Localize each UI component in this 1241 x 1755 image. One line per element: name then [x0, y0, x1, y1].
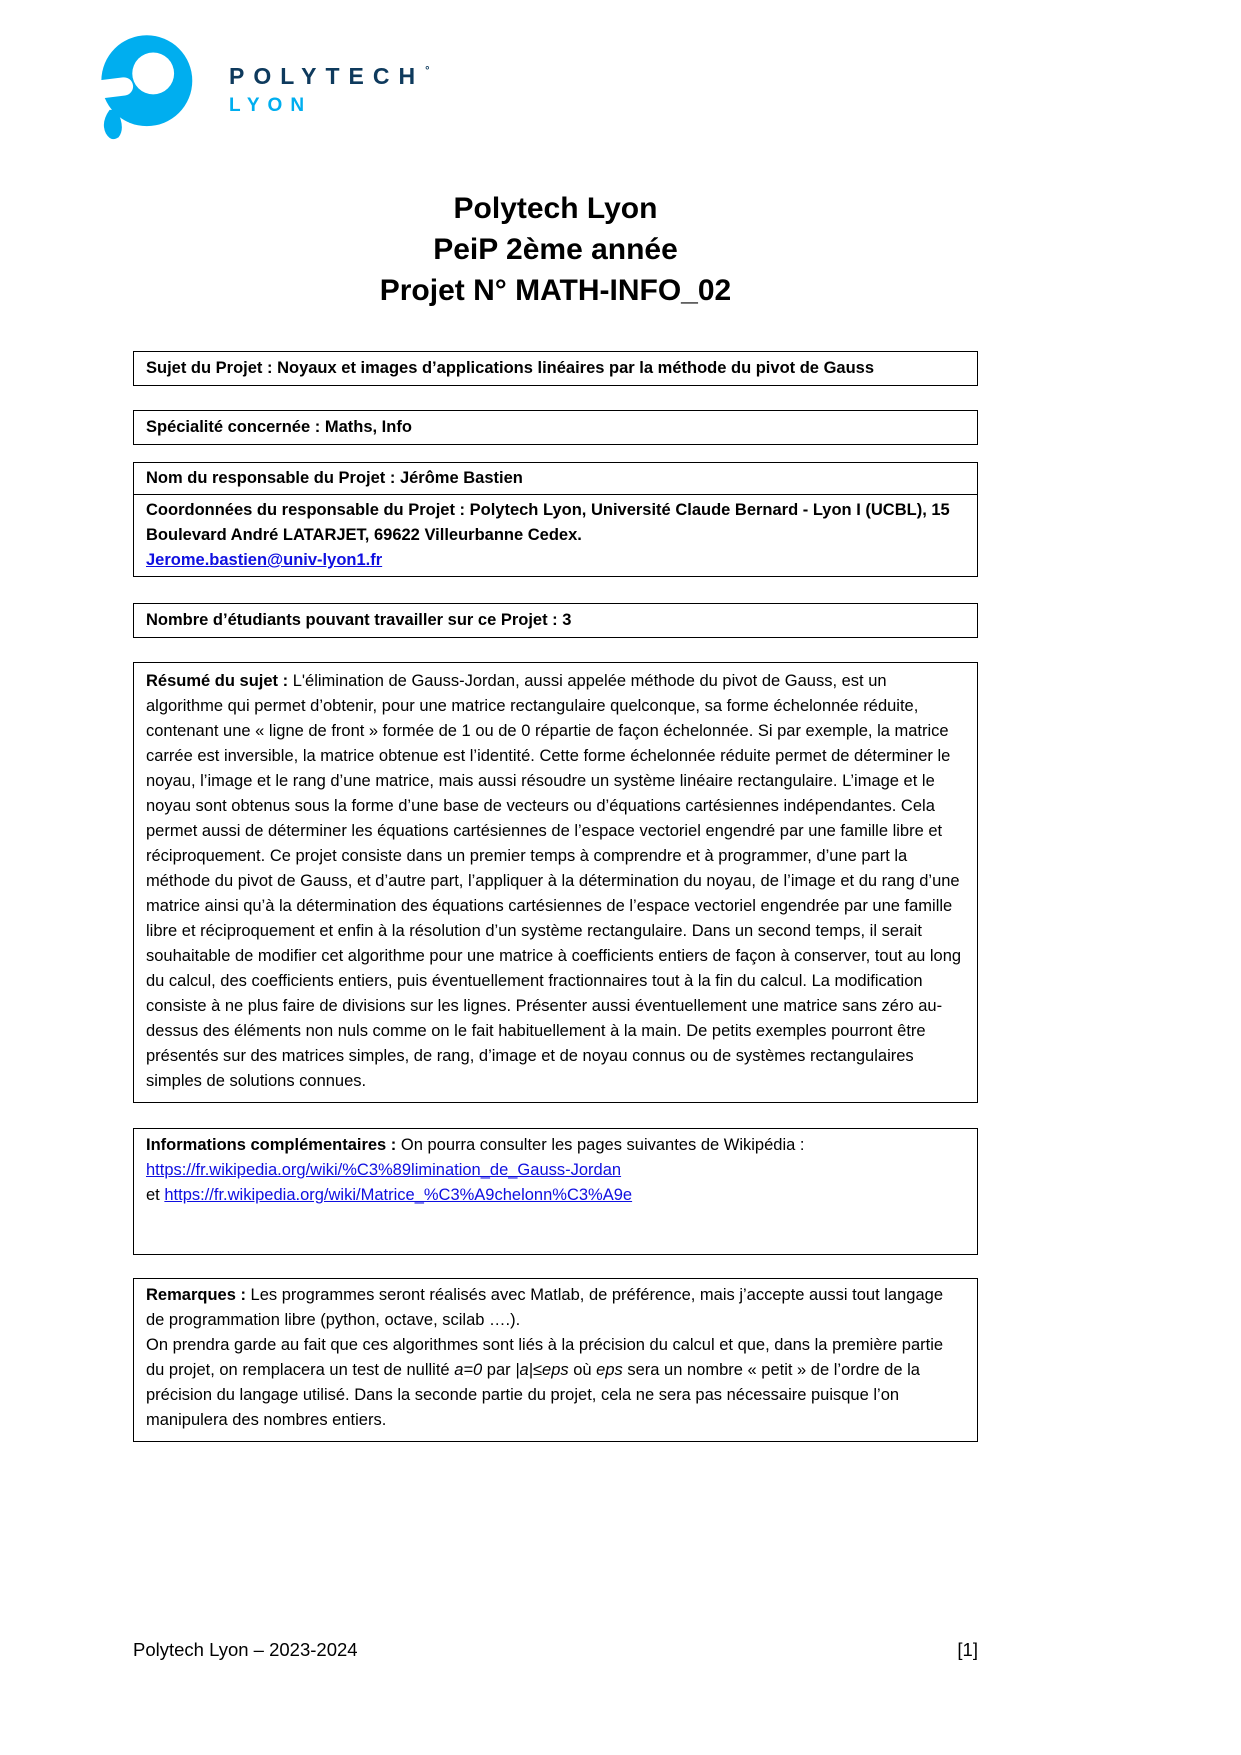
remarques-para2-end: sera un nombre « petit » de l’ordre de la précision du langage utilisé. Dans la seconde partie du projet, cela ne sera pas nécessaire puisque l’on manipulera des nombres entiers. [146, 1361, 920, 1429]
remarques-paragraph-1 [146, 1283, 965, 1333]
title-line-year: PeiP 2ème année [433, 233, 678, 266]
infos-intro-text: On pourra consulter les pages suivantes de Wikipédia : [400, 1136, 805, 1154]
infos-label: Informations complémentaires : [146, 1136, 397, 1154]
section-responsable [133, 462, 978, 577]
title-line-school: Polytech Lyon [453, 192, 658, 225]
remarques-math-eps: eps [596, 1361, 623, 1379]
polytech-logo [95, 38, 1241, 138]
remarques-para1-text: Les programmes seront réalisés avec Matlab, de préférence, mais j’accepte aussi tout langage de programmation libre (python, octave, scilab ….). [146, 1286, 943, 1329]
responsable-nom-cell [134, 463, 977, 494]
remarques-paragraph-2 [146, 1333, 965, 1433]
remarques-math-a-equals-0: a=0 [454, 1361, 483, 1379]
remarques-label: Remarques : [146, 1286, 246, 1304]
logo-wordmark [229, 59, 430, 117]
responsable-coordonnees-text: Coordonnées du responsable du Projet : Polytech Lyon, Université Claude Bernard - Lyon I (UCBL), 15 Boulevard André LATARJET, 69622 Villeurbanne Cedex. [146, 501, 950, 544]
specialite-text: Spécialité concernée : Maths, Info [146, 418, 412, 436]
infos-intro-line [146, 1133, 965, 1158]
remarques-mid2: où [568, 1361, 597, 1379]
logo-city-text: LYON [229, 95, 313, 116]
remarques-math-abs-a-leq-eps: |a|≤eps [515, 1361, 569, 1379]
wikipedia-link-gauss-jordan[interactable]: https://fr.wikipedia.org/wiki/%C3%89limination_de_Gauss-Jordan [146, 1161, 622, 1179]
footer-school-year-text: Polytech Lyon – 2023-2024 [133, 1639, 358, 1660]
resume-label: Résumé du sujet : [146, 672, 289, 690]
footer-page-number: [1] [957, 1639, 978, 1660]
logo-brand-text [229, 59, 430, 88]
section-informations-complementaires [133, 1128, 978, 1255]
logo-brand-word: POLYTECH [229, 63, 425, 89]
resume-body-text: L'élimination de Gauss-Jordan, aussi appelée méthode du pivot de Gauss, est un algorithme qui permet d’obtenir, pour une matrice rectangulaire quelconque, sa forme échelonnée réduite, contenant une « ligne de front » formée de 1 ou de 0 répartie de façon échelonnée. Si par exemple, la matrice carrée est inversible, la matrice obtenue est l’identité. Cette forme échelonnée réduite permet de déterminer le noyau, l’image et le rang d’une matrice, mais aussi résoudre un système linéaire rectangulaire. L’image et le noyau sont obtenus sous la forme d’une base de vecteurs ou d’équations cartésiennes indépendantes. Cela permet aussi de déterminer les équations cartésiennes de l’espace vectoriel engendré par une famille libre et réciproquement. Ce projet consiste dans un premier temps à comprendre et à programmer, d’une part la méthode du pivot de Gauss, et d’autre part, l’appliquer à la détermination du noyau, de l’image et du rang d’une matrice ainsi qu’à la détermination des équations cartésiennes de l’espace vectoriel engendrée par une famille libre et réciproquement et enfin à la résolution d’un système rectangulaire. Dans un second temps, il serait souhaitable de modifier cet algorithme pour une matrice à coefficients entiers de façon à conserver, tout au long du calcul, des coefficients entiers, puis éventuellement fractionnaires tout à la fin du calcul. La modification consiste à ne plus faire de divisions sur les lignes. Présenter aussi éventuellement une matrice sans zéro au-dessus des éléments non nuls comme on le fait habituellement à la main. De petits exemples pourront être présentés sur des matrices simples, de rang, d’image et de noyau connus ou de systèmes rectangulaires simples de solutions connues. [146, 672, 962, 1090]
title-line-project-number: Projet N° MATH-INFO_02 [379, 274, 732, 307]
remarques-mid1: par [482, 1361, 516, 1379]
nombre-etudiants-text: Nombre d’étudiants pouvant travailler sur ce Projet : 3 [146, 611, 572, 629]
page-footer [133, 1638, 978, 1662]
responsable-email-link[interactable]: Jerome.bastien@univ-lyon1.fr [146, 551, 383, 569]
section-resume [133, 662, 978, 1103]
responsable-coordonnees-cell [134, 494, 977, 576]
remarques-para2-start: On prendra garde au fait que ces algorithmes sont liés à la précision du calcul et que, dans la première partie du projet, on remplacera un test de nullité [146, 1336, 944, 1379]
section-nombre-etudiants [133, 603, 978, 638]
resume-paragraph [146, 669, 965, 1094]
wikipedia-link-matrice-echelonnee[interactable]: https://fr.wikipedia.org/wiki/Matrice_%C3%A9chelonn%C3%A9e [164, 1186, 633, 1204]
document-body [133, 351, 978, 1442]
section-remarques [133, 1278, 978, 1442]
infos-et-text: et [146, 1186, 165, 1204]
document-title [133, 188, 978, 311]
logo-registered-mark-icon: ° [425, 65, 430, 77]
infos-second-link-line [146, 1183, 965, 1208]
polytech-p-icon [95, 33, 195, 143]
sujet-text: Sujet du Projet : Noyaux et images d’applications linéaires par la méthode du pivot de Gauss [146, 359, 875, 377]
section-sujet-du-projet [133, 351, 978, 386]
section-specialite [133, 410, 978, 445]
responsable-nom-text: Nom du responsable du Projet : Jérôme Bastien [146, 469, 523, 487]
